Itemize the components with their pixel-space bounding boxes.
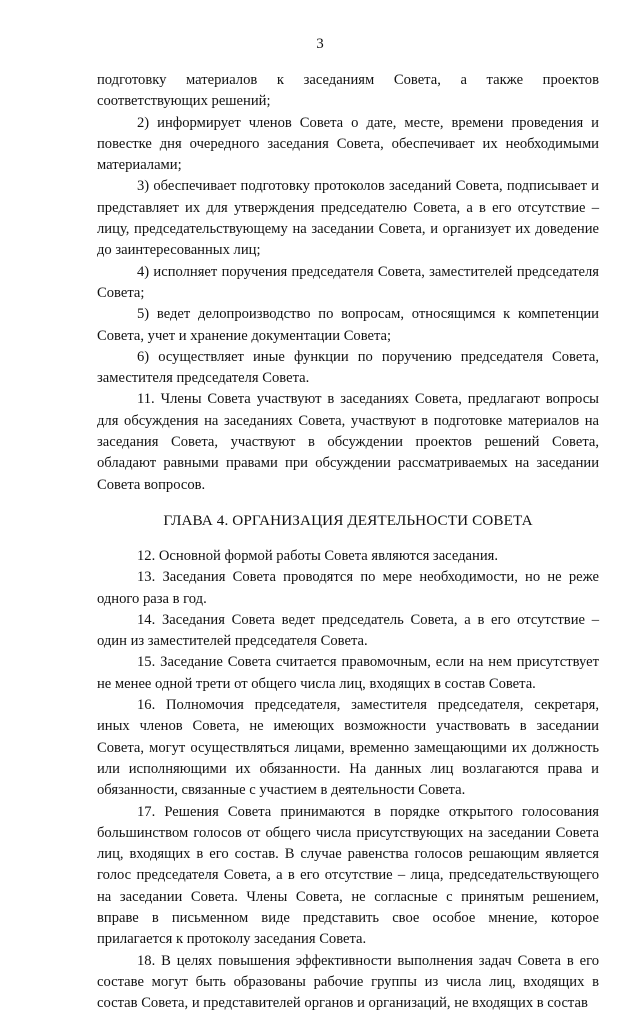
paragraph-item-5: 5) ведет делопроизводство по вопросам, относящимся к компетенции Совета, учет и хранение документации Совета; <box>97 306 599 344</box>
paragraph-14: 14. Заседания Совета ведет председатель Совета, а в его отсутствие – один из заместителей председателя Совета. <box>97 611 599 650</box>
paragraph-item-3: 3) обеспечивает подготовку протоколов заседаний Совета, подписывает и представляет их для утверждения председателю Совета, а в его отсутствие – лицу, председательствующему на заседании Совета, и организует их доведение до заинтересованных лиц; <box>97 178 599 259</box>
paragraph-16: 16. Полномочия председателя, заместителя председателя, секретаря, иных членов Совета, не имеющих возможности участвовать в заседании Совета, могут осуществляться лицами, временно замещающими их должность или исполняющими их обязанности. На данных лиц возлагаются права и обязанности, связанные с участием в деятельности Совета. <box>97 697 599 799</box>
paragraph-item-2: 2) информирует членов Совета о дате, месте, времени проведения и повестке дня очередного заседания Совета, обеспечивает их необходимыми материалами; <box>97 114 599 174</box>
paragraph-12: 12. Основной формой работы Совета являются заседания. <box>137 547 498 564</box>
paragraph-15: 15. Заседание Совета считается правомочным, если на нем присутствует не менее одной трети от общего числа лиц, входящих в состав Совета. <box>97 654 599 692</box>
paragraph-18: 18. В целях повышения эффективности выполнения задач Совета в его составе могут быть образованы рабочие группы из числа лиц, входящих в состав Совета, и представителей органов и организаций, не входящих в состав <box>97 952 599 1012</box>
paragraph-17: 17. Решения Совета принимаются в порядке открытого голосования большинством голосов от общего числа присутствующих на заседании Совета лиц, входящих в его состав. В случае равенства голосов решающим является голос председателя Совета, а в его отсутствие – лица, председательствующего на заседании Совета. Члены Совета, не согласные с принятым решением, вправе в письменном виде представить свое особое мнение, которое прилагается к протоколу заседания Совета. <box>97 803 599 948</box>
paragraph-11: 11. Члены Совета участвуют в заседаниях Совета, предлагают вопросы для обсуждения на заседаниях Совета, участвуют в подготовке материалов на заседания Совета, участвуют в обсуждении проектов решений Совета, обладают равными правами при обсуждении рассматриваемых на заседании Совета вопросов. <box>97 391 599 493</box>
document-body <box>97 70 599 1014</box>
paragraph-continuation: подготовку материалов к заседаниям Совета, а также проектов соответствующих решений; <box>97 72 599 110</box>
paragraph-item-4: 4) исполняет поручения председателя Совета, заместителей председателя Совета; <box>97 263 599 301</box>
paragraph-item-6: 6) осуществляет иные функции по поручению председателя Совета, заместителя председателя Совета. <box>97 348 599 387</box>
chapter-heading: ГЛАВА 4. ОРГАНИЗАЦИЯ ДЕЯТЕЛЬНОСТИ СОВЕТА <box>163 511 533 529</box>
page-number: 3 <box>316 36 324 52</box>
paragraph-13: 13. Заседания Совета проводятся по мере необходимости, но не реже одного раза в год. <box>97 569 599 607</box>
